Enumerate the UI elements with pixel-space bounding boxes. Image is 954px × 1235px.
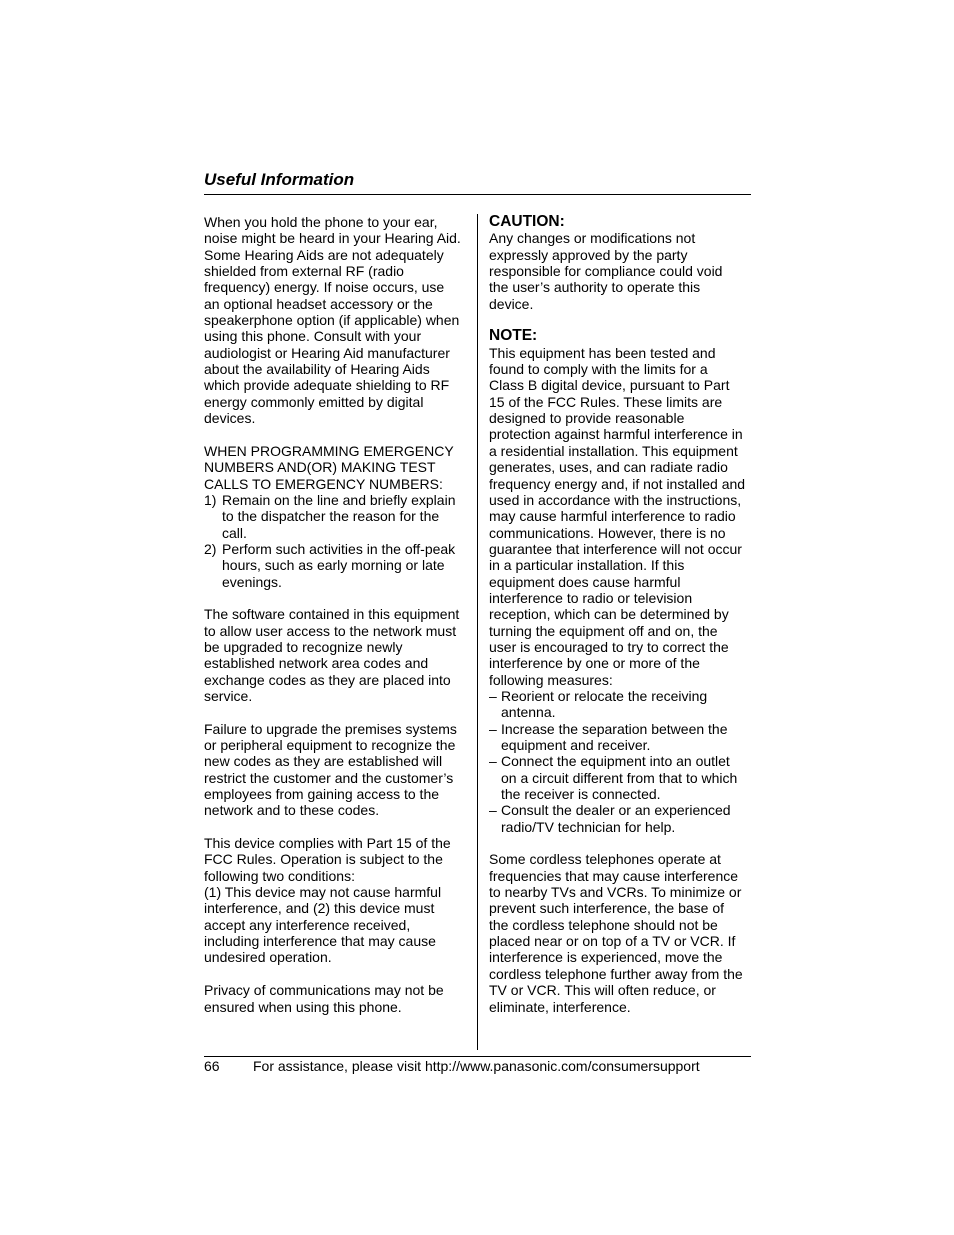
text-line: frequencies that may cause interference xyxy=(489,867,739,884)
text-line: about the availability of Hearing Aids xyxy=(204,361,430,378)
text-line: used in accordance with the instructions, xyxy=(489,491,742,508)
text-line: interference to radio or television xyxy=(489,589,693,606)
text-line: speakerphone option (if applicable) when xyxy=(204,312,460,329)
text-line: Class B digital device, pursuant to Part xyxy=(489,377,730,394)
text-section xyxy=(204,721,472,819)
text-line: a residential installation. This equipment xyxy=(489,442,738,459)
text-line: in a particular installation. If this xyxy=(489,557,685,574)
text-line: devices. xyxy=(204,410,256,427)
paragraph xyxy=(204,606,472,704)
text-line: Connect the equipment into an outlet xyxy=(501,753,730,770)
list xyxy=(489,688,751,835)
text-line: on a circuit different from that to which xyxy=(501,769,738,786)
text-line: FCC Rules. Operation is subject to the xyxy=(204,851,443,868)
text-line: frequency energy and, if not installed and xyxy=(489,475,746,492)
paragraph xyxy=(489,345,751,688)
text-line: the receiver is connected. xyxy=(501,786,661,803)
paragraph xyxy=(204,982,472,1015)
text-line: designed to provide reasonable xyxy=(489,410,685,427)
text-line: new codes as they are established will xyxy=(204,753,443,770)
paragraph xyxy=(204,214,472,426)
text-line: shielded from external RF (radio xyxy=(204,263,404,280)
text-line: the cordless telephone should not be xyxy=(489,916,718,933)
text-line: following two conditions: xyxy=(204,867,355,884)
text-line: When you hold the phone to your ear, xyxy=(204,214,438,230)
text-line: NUMBERS AND(OR) MAKING TEST xyxy=(204,459,436,476)
text-line: the user’s authority to operate this xyxy=(489,279,701,296)
list-item xyxy=(489,802,751,835)
header-rule xyxy=(204,194,751,195)
text-line: evenings. xyxy=(222,573,282,590)
text-line: This device complies with Part 15 of the xyxy=(204,835,451,852)
text-line: to allow user access to the network must xyxy=(204,622,457,639)
list-item xyxy=(489,688,751,721)
text-line: interference is experienced, move the xyxy=(489,949,723,966)
text-line: reception, which can be determined by xyxy=(489,606,729,623)
text-section xyxy=(204,835,472,966)
text-line: turning the equipment off and on, the xyxy=(489,622,718,639)
text-line: may cause harmful interference to radio xyxy=(489,508,736,525)
text-line: Increase the separation between the xyxy=(501,720,728,737)
text-line: Failure to upgrade the premises systems xyxy=(204,720,457,737)
text-line: Any changes or modifications not xyxy=(489,230,696,247)
text-line: CALLS TO EMERGENCY NUMBERS: xyxy=(204,475,443,492)
text-line: or peripheral equipment to recognize the xyxy=(204,737,456,753)
text-line: interference, and (2) this device must xyxy=(204,900,435,917)
list-marker: 2) xyxy=(204,540,217,557)
paragraph xyxy=(204,835,472,966)
text-line: prevent such interference, the base of xyxy=(489,900,725,917)
text-line: undesired operation. xyxy=(204,949,332,966)
list-marker: – xyxy=(489,753,497,770)
text-line: call. xyxy=(222,524,247,541)
text-line: restrict the customer and the customer’s xyxy=(204,769,454,786)
paragraph xyxy=(204,721,472,819)
list-marker: – xyxy=(489,720,497,737)
right-column xyxy=(489,214,751,1015)
text-line: TV or VCR. This will often reduce, or xyxy=(489,982,716,999)
text-line: Consult the dealer or an experienced xyxy=(501,802,731,819)
page-section-title: Useful Information xyxy=(204,170,355,189)
paragraph xyxy=(204,443,472,492)
text-line: 15 of the FCC Rules. These limits are xyxy=(489,393,723,410)
list-marker: – xyxy=(489,802,497,819)
text-line: WHEN PROGRAMMING EMERGENCY xyxy=(204,442,454,459)
text-line: generates, uses, and can radiate radio xyxy=(489,459,728,476)
text-section xyxy=(489,214,751,312)
list-item xyxy=(204,492,472,541)
text-line: responsible for compliance could void xyxy=(489,263,723,280)
text-line: cordless telephone further away from the xyxy=(489,965,743,982)
text-line: including interference that may cause xyxy=(204,933,436,950)
text-section xyxy=(204,606,472,704)
text-line: audiologist or Hearing Aid manufacturer xyxy=(204,344,450,361)
text-line: to the dispatcher the reason for the xyxy=(222,508,440,525)
text-line: equipment and receiver. xyxy=(501,737,651,753)
text-line: employees from gaining access to the xyxy=(204,786,440,803)
text-line: Some Hearing Aids are not adequately xyxy=(204,246,444,263)
text-line: This equipment has been tested and xyxy=(489,344,716,361)
text-section xyxy=(204,443,472,590)
footer-rule xyxy=(204,1056,751,1057)
text-line: accept any interference received, xyxy=(204,916,411,933)
paragraph xyxy=(489,230,751,312)
text-line: found to comply with the limits for a xyxy=(489,361,708,378)
column-divider xyxy=(477,214,478,1050)
footer-assistance-text: For assistance, please visit http://www.panasonic.com/consumersupport xyxy=(253,1058,700,1074)
list xyxy=(204,492,472,590)
text-line: antenna. xyxy=(501,704,556,721)
text-line: which provide adequate shielding to RF xyxy=(204,377,450,394)
text-section xyxy=(489,851,751,1014)
list-item xyxy=(489,753,751,802)
text-section xyxy=(204,982,472,1015)
text-line: communications. However, there is no xyxy=(489,524,726,541)
text-line: ensured when using this phone. xyxy=(204,998,402,1015)
text-line: frequency) energy. If noise occurs, use xyxy=(204,279,445,296)
text-line: Reorient or relocate the receiving xyxy=(501,687,708,704)
text-line: The software contained in this equipment xyxy=(204,606,460,623)
text-line: Privacy of communications may not be xyxy=(204,982,444,999)
section-heading: NOTE: xyxy=(489,327,538,345)
text-section xyxy=(204,214,472,426)
text-line: eliminate, interference. xyxy=(489,998,631,1015)
section-heading: CAUTION: xyxy=(489,213,565,230)
text-line: interference by one or more of the xyxy=(489,655,700,672)
text-line: be upgraded to recognize newly xyxy=(204,638,403,655)
text-section xyxy=(489,328,751,835)
text-line: equipment does cause harmful xyxy=(489,573,681,590)
text-line: hours, such as early morning or late xyxy=(222,557,445,574)
text-line: exchange codes as they are placed into xyxy=(204,671,451,688)
text-line: using this phone. Consult with your xyxy=(204,328,422,345)
text-line: Remain on the line and briefly explain xyxy=(222,491,456,508)
page-number: 66 xyxy=(204,1058,220,1074)
text-line: (1) This device may not cause harmful xyxy=(204,884,442,901)
text-line: to nearby TVs and VCRs. To minimize or xyxy=(489,884,742,901)
left-column xyxy=(204,214,472,1015)
text-line: expressly approved by the party xyxy=(489,246,688,263)
text-line: user is encouraged to try to correct the xyxy=(489,638,729,655)
text-line: network and to these codes. xyxy=(204,802,380,819)
text-line: Some cordless telephones operate at xyxy=(489,851,721,868)
paragraph xyxy=(489,851,751,1014)
text-line: an optional headset accessory or the xyxy=(204,295,433,312)
text-line: established network area codes and xyxy=(204,655,429,672)
text-line: noise might be heard in your Hearing Aid. xyxy=(204,230,461,247)
list-marker: 1) xyxy=(204,491,217,508)
text-line: guarantee that interference will not occur xyxy=(489,540,742,557)
list-item xyxy=(204,541,472,590)
text-line: service. xyxy=(204,687,253,704)
text-line: radio/TV technician for help. xyxy=(501,818,676,835)
list-marker: – xyxy=(489,687,497,704)
text-line: protection against harmful interference in xyxy=(489,426,743,443)
list-item xyxy=(489,721,751,754)
text-line: energy commonly emitted by digital xyxy=(204,393,424,410)
text-line: following measures: xyxy=(489,671,613,688)
text-line: Perform such activities in the off-peak xyxy=(222,540,456,557)
text-line: device. xyxy=(489,295,534,312)
text-line: placed near or on top of a TV or VCR. If xyxy=(489,933,736,950)
